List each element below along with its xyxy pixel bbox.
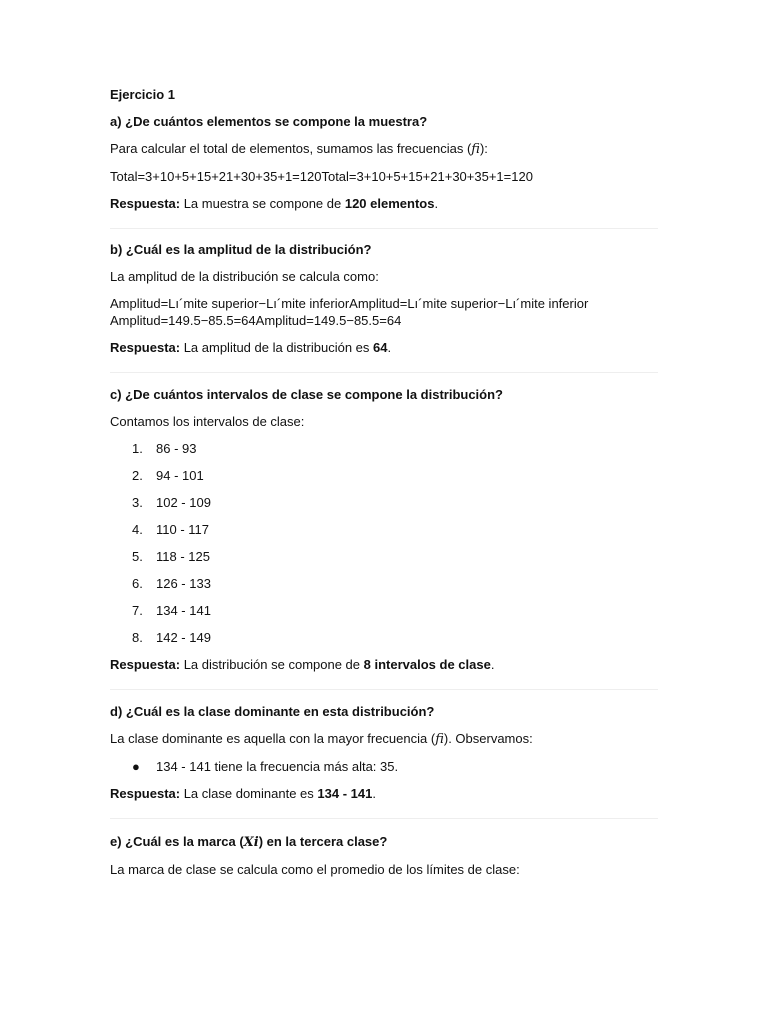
paragraph-e-intro: La marca de clase se calcula como el promedio de los límites de clase: — [110, 862, 520, 877]
paragraph-b-intro: La amplitud de la distribución se calcula como: — [110, 269, 379, 284]
paragraph-c-intro: Contamos los intervalos de clase: — [110, 414, 305, 429]
list-item: 4. 110 - 117 — [132, 522, 210, 537]
answer-d: Respuesta: La clase dominante es 134 - 141. — [110, 786, 376, 801]
list-item: 1. 86 - 93 — [132, 441, 197, 456]
answer-c: Respuesta: La distribución se compone de 8 intervalos de clase. — [110, 657, 495, 672]
fi-symbol: fi — [471, 142, 480, 157]
intervals-list — [110, 440, 658, 646]
answer-a: Respuesta: La muestra se compone de 120 elementos. — [110, 196, 439, 211]
formula-b-line2: Amplitud=149.5−85.5=64Amplitud=149.5−85.5=64 — [110, 313, 402, 328]
list-item: 3. 102 - 109 — [132, 495, 211, 510]
exercise-title: Ejercicio 1 — [110, 87, 176, 102]
list-item: ● 134 - 141 tiene la frecuencia más alta: 35. — [132, 759, 399, 774]
xi-symbol: Xi — [243, 835, 259, 850]
list-item: 5. 118 - 125 — [132, 549, 210, 564]
formula-b-line1: Amplitud=Lı´mite superior−Lı´mite inferiorAmplitud=Lı´mite superior−Lı´mite inferior — [110, 296, 589, 311]
fi-symbol: fi — [435, 732, 444, 747]
paragraph-a-intro: Para calcular el total de elementos, sumamos las frecuencias (fi): — [110, 141, 488, 157]
question-a: a) ¿De cuántos elementos se compone la muestra? — [110, 114, 428, 129]
dominant-list — [110, 758, 658, 775]
question-d: d) ¿Cuál es la clase dominante en esta distribución? — [110, 704, 435, 719]
list-item: 6. 126 - 133 — [132, 576, 211, 591]
list-item: 2. 94 - 101 — [132, 468, 204, 483]
separator — [110, 372, 658, 373]
formula-a-total: Total=3+10+5+15+21+30+35+1=120Total=3+10+5+15+21+30+35+1=120 — [110, 169, 533, 184]
question-c: c) ¿De cuántos intervalos de clase se compone la distribución? — [110, 387, 503, 402]
document-page — [110, 86, 658, 878]
answer-b: Respuesta: La amplitud de la distribución es 64. — [110, 340, 392, 355]
bullet-icon: ● — [132, 759, 140, 774]
question-b: b) ¿Cuál es la amplitud de la distribución? — [110, 242, 372, 257]
separator — [110, 818, 658, 819]
list-item: 8. 142 - 149 — [132, 630, 211, 645]
question-e: e) ¿Cuál es la marca (Xi) en la tercera clase? — [110, 834, 388, 850]
list-item: 7. 134 - 141 — [132, 603, 211, 618]
paragraph-d-intro: La clase dominante es aquella con la mayor frecuencia (fi). Observamos: — [110, 731, 533, 747]
separator — [110, 228, 658, 229]
separator — [110, 689, 658, 690]
